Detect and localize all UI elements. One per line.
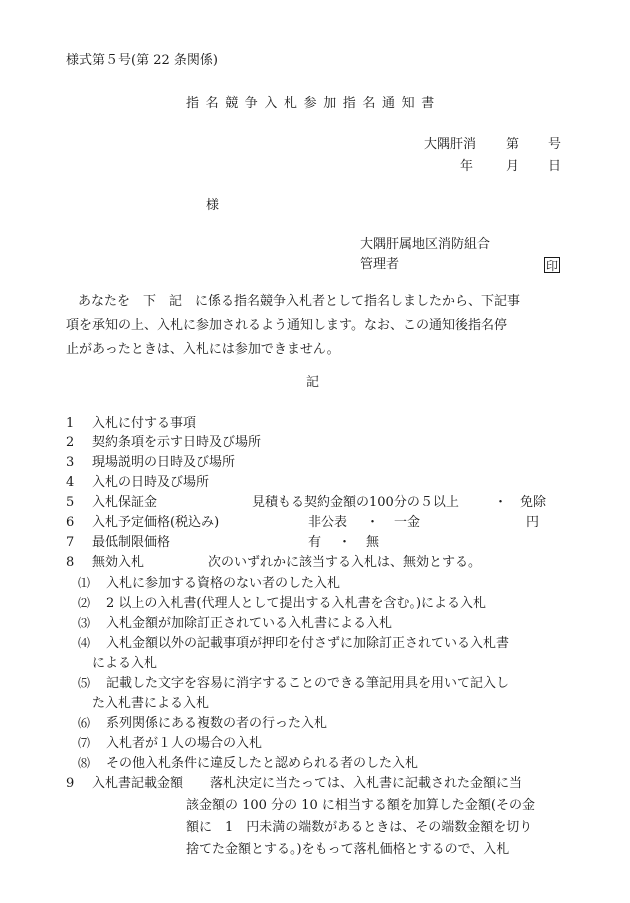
item9-line-4: 捨てた金額とする。)をもって落札価格とするので、入札 (186, 842, 510, 857)
condition-marker: ⑹ (78, 716, 91, 730)
item9-line-3: 額に 1 円未満の端数があるときは、その端数金額を切り (186, 820, 533, 835)
condition-text: その他入札条件に違反したと認められる者のした入札 (106, 756, 419, 771)
item-label: 入札書記載金額 (92, 776, 184, 791)
item-number: 5 (66, 495, 75, 510)
item-label: 無効入札 (92, 555, 145, 570)
document-title: 指名競争入札参加指名通知書 (186, 96, 441, 111)
date-day: 日 (548, 159, 562, 174)
item-label: 最低制限価格 (92, 535, 171, 550)
item-separator: ・ (366, 515, 380, 530)
item-label: 契約条項を示す日時及び場所 (92, 435, 262, 450)
form-number: 様式第５号(第 22 条関係) (66, 53, 218, 68)
condition-item (78, 617, 568, 633)
condition-text: 入札金額以外の記載事項が押印を付さずに加除訂正されている入札書 (106, 636, 510, 651)
item-number: 6 (66, 515, 75, 530)
item-alternative: 無 (366, 535, 380, 550)
date-month: 月 (506, 159, 520, 174)
condition-text-continued: による入札 (92, 656, 158, 671)
item-detail: 見積もる契約金額の100分の５以上 (252, 495, 459, 510)
condition-text: 入札金額が加除訂正されている入札書による入札 (106, 616, 393, 631)
item-number: 3 (66, 455, 75, 470)
body-line-2: 項を承知の上、入札に参加されるよう通知します。なお、この通知後指名停 (66, 318, 507, 333)
item-unit: 円 (526, 515, 540, 530)
item-label: 現場説明の日時及び場所 (92, 455, 236, 470)
condition-text: 入札に参加する資格のない者のした入札 (106, 576, 341, 591)
date-year: 年 (460, 159, 474, 174)
item-detail: 有 (308, 535, 322, 550)
reference-dai: 第 (506, 137, 520, 152)
item-separator: ・ (338, 535, 352, 550)
item9-line-2: 該金額の 100 分の 10 に相当する額を加算した金額(その金 (186, 798, 535, 813)
condition-marker: ⑷ (78, 636, 91, 650)
condition-marker: ⑺ (78, 736, 91, 750)
reference-go: 号 (548, 137, 562, 152)
list-item (66, 536, 586, 552)
item-number: 9 (66, 776, 75, 791)
list-item (66, 476, 586, 492)
condition-item (78, 757, 568, 773)
reference-office: 大隅肝消 (424, 137, 477, 152)
item-number: 2 (66, 435, 75, 450)
item9-line-1: 落札決定に当たっては、入札書に記載された金額に当 (210, 776, 523, 791)
item-number: 1 (66, 416, 75, 431)
issuer-organization: 大隅肝属地区消防組合 (360, 237, 491, 252)
condition-text: 系列関係にある複数の者の行った入札 (106, 716, 328, 731)
list-item (66, 436, 586, 452)
seal-mark: 印 (545, 259, 558, 273)
item-number: 4 (66, 475, 75, 490)
condition-text-continued: た入札書による入札 (92, 696, 210, 711)
condition-marker: ⑶ (78, 616, 91, 630)
list-item (66, 496, 586, 512)
list-item (66, 417, 586, 433)
item-separator: ・ (494, 495, 508, 510)
condition-item (78, 737, 568, 753)
condition-marker: ⑵ (78, 596, 91, 610)
item-label: 入札保証金 (92, 495, 158, 510)
addressee-suffix: 様 (206, 198, 220, 213)
body-line-3: 止があったときは、入札には参加できません。 (66, 342, 340, 357)
ki-heading: 記 (306, 375, 320, 390)
condition-item (78, 637, 568, 673)
list-item (66, 456, 586, 472)
item-9 (66, 777, 566, 877)
condition-text: 2 以上の入札書(代理人として提出する入札書を含む。)による入札 (106, 596, 487, 611)
body-line-1: あなたを 下 記 に係る指名競争入札者として指名しましたから、下記事 (78, 294, 521, 309)
item-label: 入札に付する事項 (92, 416, 197, 431)
condition-item (78, 597, 568, 613)
condition-marker: ⑴ (78, 576, 91, 590)
item-label: 入札予定価格(税込み) (92, 515, 220, 530)
item-alternative: 免除 (520, 495, 547, 510)
condition-item (78, 677, 568, 713)
item-label: 入札の日時及び場所 (92, 475, 210, 490)
item-detail: 非公表 (308, 515, 348, 530)
issuer-title: 管理者 (360, 257, 400, 272)
condition-text: 記載した文字を容易に消字することのできる筆記用具を用いて記入し (106, 676, 510, 691)
item-number: 8 (66, 555, 75, 570)
item-alternative: 一金 (394, 515, 421, 530)
condition-marker: ⑸ (78, 676, 91, 690)
list-item (66, 516, 586, 532)
condition-item (78, 577, 568, 593)
item-detail: 次のいずれかに該当する入札は、無効とする。 (208, 555, 482, 570)
list-item (66, 556, 586, 572)
condition-item (78, 717, 568, 733)
condition-marker: ⑻ (78, 756, 91, 770)
condition-text: 入札者が１人の場合の入札 (106, 736, 263, 751)
item-number: 7 (66, 535, 75, 550)
